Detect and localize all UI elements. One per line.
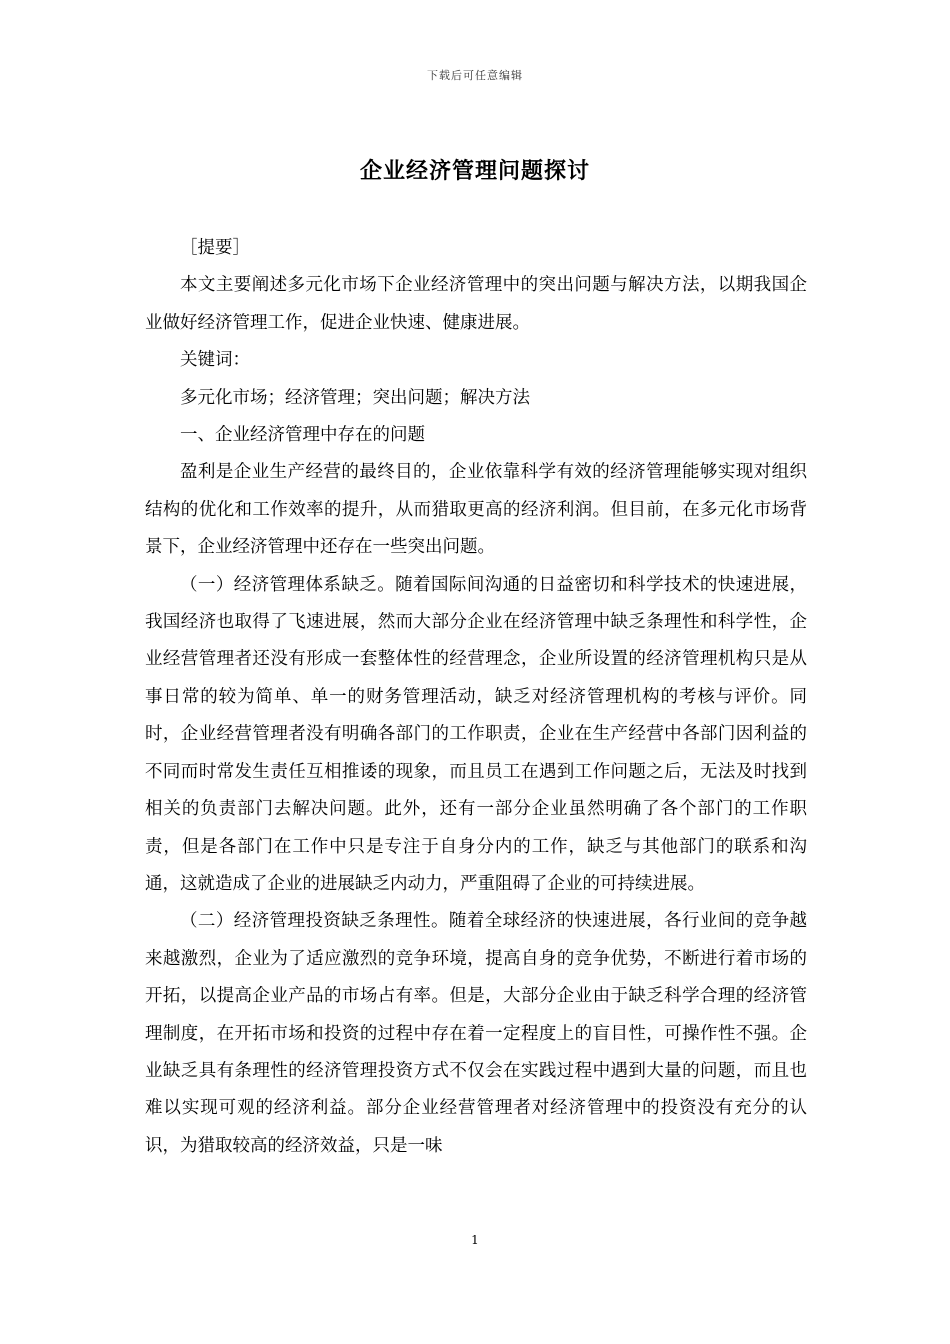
keywords-list: 多元化市场；经济管理；突出问题；解决方法 bbox=[180, 387, 530, 408]
document-body bbox=[145, 230, 807, 1165]
section-heading-1: 一、企业经济管理中存在的问题 bbox=[180, 425, 425, 446]
body-paragraph: （二）经济管理投资缺乏条理性。随着全球经济的快速进展，各行业间的竞争越来越激烈，企业为了适应激烈的竞争环境，提高自身的竞争优势，不断进行着市场的开拓，以提高企业产品的市场占有率。但是，大部分企业由于缺乏科学合理的经济管理制度，在开拓市场和投资的过程中存在着一定程度上的盲目性，可操作性不强。企业缺乏具有条理性的经济管理投资方式不仅会在实践过程中遇到大量的问题，而且也难以实现可观的经济利益。部分企业经营管理者对经济管理中的投资没有充分的认识，为猎取较高的经济效益，只是一味 bbox=[145, 911, 807, 1156]
keywords-heading: 关键词： bbox=[180, 350, 250, 371]
body-paragraph: 盈利是企业生产经营的最终目的，企业依靠科学有效的经济管理能够实现对组织结构的优化和工作效率的提升，从而猎取更高的经济利润。但目前，在多元化市场背景下，企业经济管理中还存在一些突出问题。 bbox=[145, 462, 807, 558]
body-paragraph: （一）经济管理体系缺乏。随着国际间沟通的日益密切和科学技术的快速进展，我国经济也取得了飞速进展，然而大部分企业在经济管理中缺乏条理性和科学性，企业经营管理者还没有形成一套整体性的经营理念，企业所设置的经济管理机构只是从事日常的较为简单、单一的财务管理活动，缺乏对经济管理机构的考核与评价。同时，企业经营管理者没有明确各部门的工作职责，企业在生产经营中各部门因利益的不同而时常发生责任互相推诿的现象，而且员工在遇到工作问题之后，无法及时找到相关的负责部门去解决问题。此外，还有一部分企业虽然明确了各个部门的工作职责，但是各部门在工作中只是专注于自身分内的工作，缺乏与其他部门的联系和沟通，这就造成了企业的进展缺乏内动力，严重阻碍了企业的可持续进展。 bbox=[145, 574, 807, 894]
document-title: 企业经济管理问题探讨 bbox=[359, 158, 590, 184]
page-header-note: 下载后可任意编辑 bbox=[427, 69, 523, 82]
abstract-heading: ［提要］ bbox=[180, 238, 250, 258]
abstract-paragraph: 本文主要阐述多元化市场下企业经济管理中的突出问题与解决方法，以期我国企业做好经济管理工作，促进企业快速、健康进展。 bbox=[145, 275, 807, 333]
page-number: 1 bbox=[471, 1233, 479, 1247]
